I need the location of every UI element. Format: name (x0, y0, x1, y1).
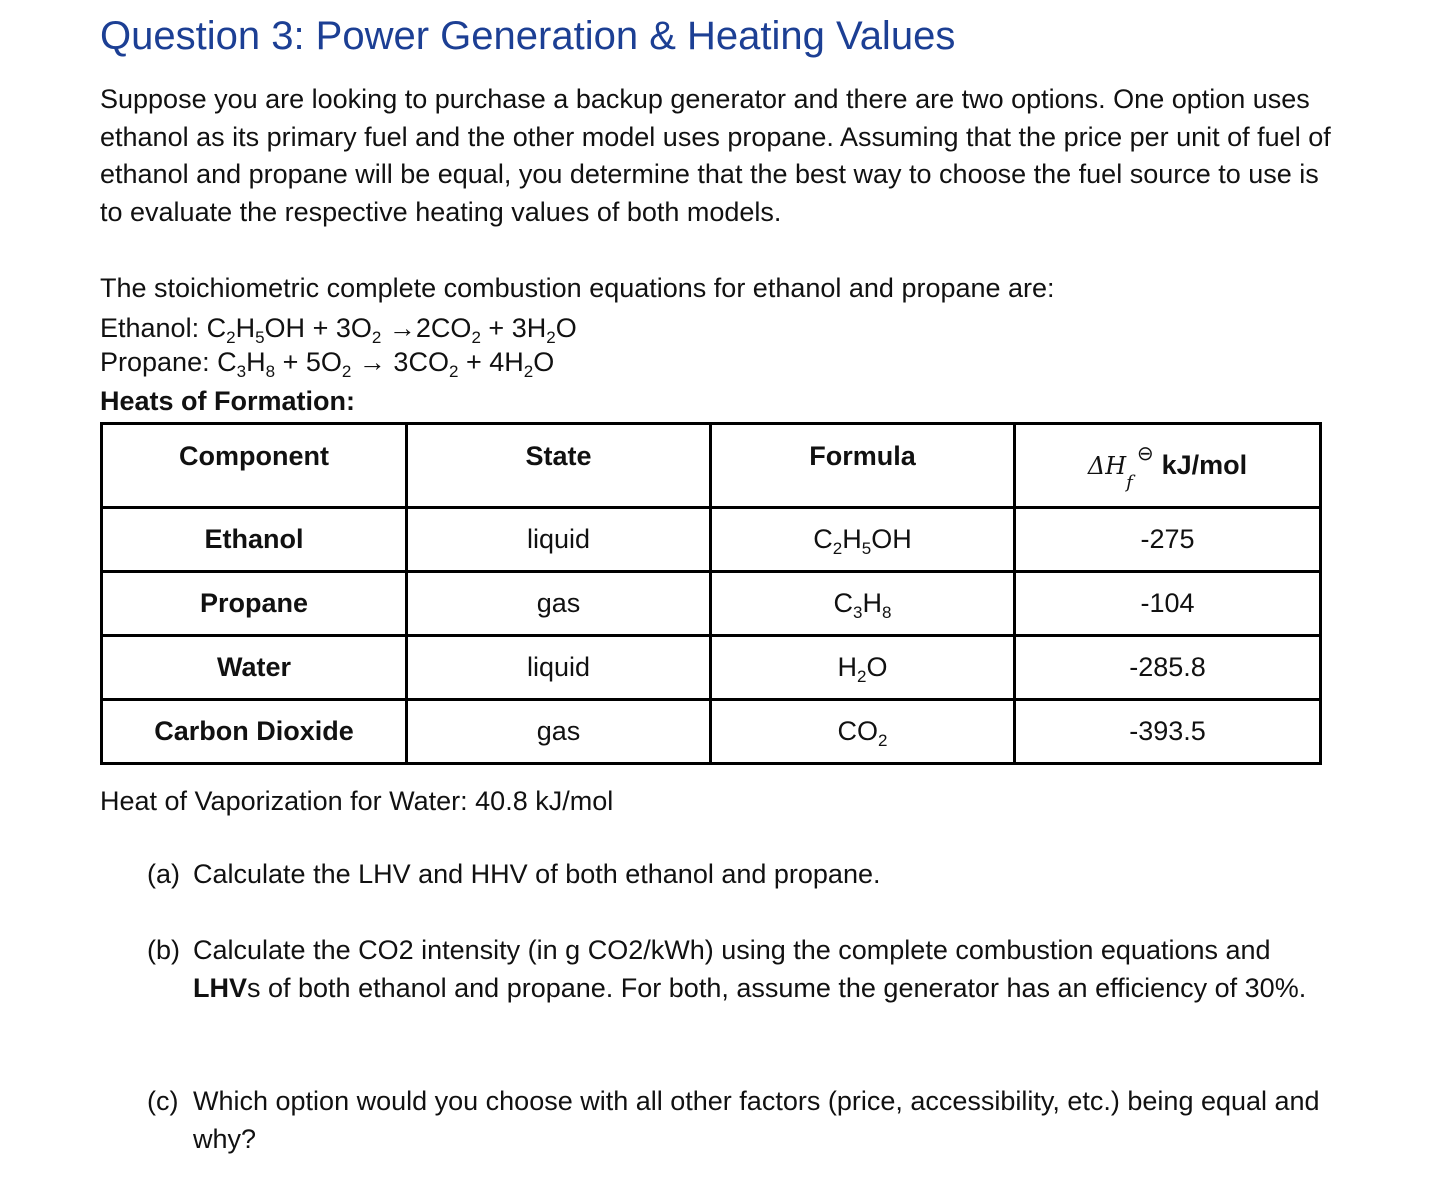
question-b-text (193, 932, 1337, 1007)
question-c (147, 1083, 1337, 1158)
cell-component: Water (102, 636, 407, 700)
table-row (102, 572, 1321, 636)
delta-h-symbol: ΔH (1087, 452, 1127, 480)
stoichiometry-intro: The stoichiometric complete combustion equations for ethanol and propane are: (100, 273, 1055, 303)
cell-enthalpy: -275 (1015, 508, 1321, 572)
cell-state: gas (407, 572, 711, 636)
question-b-label: (b) (147, 935, 180, 965)
propane-equation-text: $C_3H_8 + 5O_2 \to 3CO_2 + 4H_2O$ (217, 347, 555, 381)
heats-of-formation-heading: Heats of Formation: (100, 386, 356, 416)
propane-equation-label: Propane: (100, 347, 210, 377)
cell-component: Ethanol (102, 508, 407, 572)
cell-state: liquid (407, 508, 711, 572)
cell-formula: $CO_2$ (711, 700, 1015, 764)
header-component: Component (102, 424, 407, 508)
cell-enthalpy: -285.8 (1015, 636, 1321, 700)
vaporization-note: Heat of Vaporization for Water: 40.8 kJ/mol (100, 786, 614, 816)
cell-formula: $H_2O$ (711, 636, 1015, 700)
table-header-row (102, 424, 1321, 508)
cell-enthalpy: -393.5 (1015, 700, 1321, 764)
header-formula: Formula (711, 424, 1015, 508)
header-state: State (407, 424, 711, 508)
question-b-text-end: s of both ethanol and propane. For both, assume the generator has an efficiency of 30%. (247, 972, 1307, 1003)
table-row (102, 508, 1321, 572)
page-title: Question 3: Power Generation & Heating Values (100, 14, 956, 58)
cell-component: Carbon Dioxide (102, 700, 407, 764)
question-b-text-start: Calculate the CO2 intensity (in g CO2/kWh) using the complete combustion equations and (193, 935, 1271, 965)
delta-h-subscript: f (1126, 472, 1133, 493)
cell-state: gas (407, 700, 711, 764)
cell-component: Propane (102, 572, 407, 636)
question-b-bold-term: LHV (193, 972, 247, 1003)
ethanol-equation-label: Ethanol: (100, 313, 200, 343)
table-row (102, 636, 1321, 700)
cell-state: liquid (407, 636, 711, 700)
header-enthalpy (1015, 424, 1321, 508)
delta-h-unit: kJ/mol (1161, 450, 1248, 480)
ethanol-equation (100, 311, 577, 345)
cell-formula: $C_3H_8$ (711, 572, 1015, 636)
intro-paragraph: Suppose you are looking to purchase a backup generator and there are two options. One option uses ethanol as its primary fuel and the other model uses propane. Assuming that the price per unit of fuel of ethanol and propane will be equal, you determine that the best way to choose the fuel source to use is to evaluate the respective heating values of both models. (100, 84, 1331, 228)
cell-formula: $C_2H_5OH$ (711, 508, 1015, 572)
question-b (147, 932, 1337, 1007)
propane-equation (100, 345, 554, 379)
question-c-text: Which option would you choose with all other factors (price, accessibility, etc.) being equal and why? (193, 1086, 1320, 1154)
ethanol-equation-text: $C_2H_5OH + 3O_2 \to 2CO_2 + 3H_2O$ (206, 313, 577, 347)
question-c-label: (c) (147, 1086, 179, 1116)
cell-enthalpy: -104 (1015, 572, 1321, 636)
question-a-label: (a) (147, 859, 180, 889)
standard-state-symbol: ⊖ (1136, 441, 1154, 465)
question-a-text: Calculate the LHV and HHV of both ethanol and propane. (193, 859, 881, 889)
table-row (102, 700, 1321, 764)
question-a (147, 856, 1337, 894)
heats-of-formation-table (100, 422, 1322, 765)
